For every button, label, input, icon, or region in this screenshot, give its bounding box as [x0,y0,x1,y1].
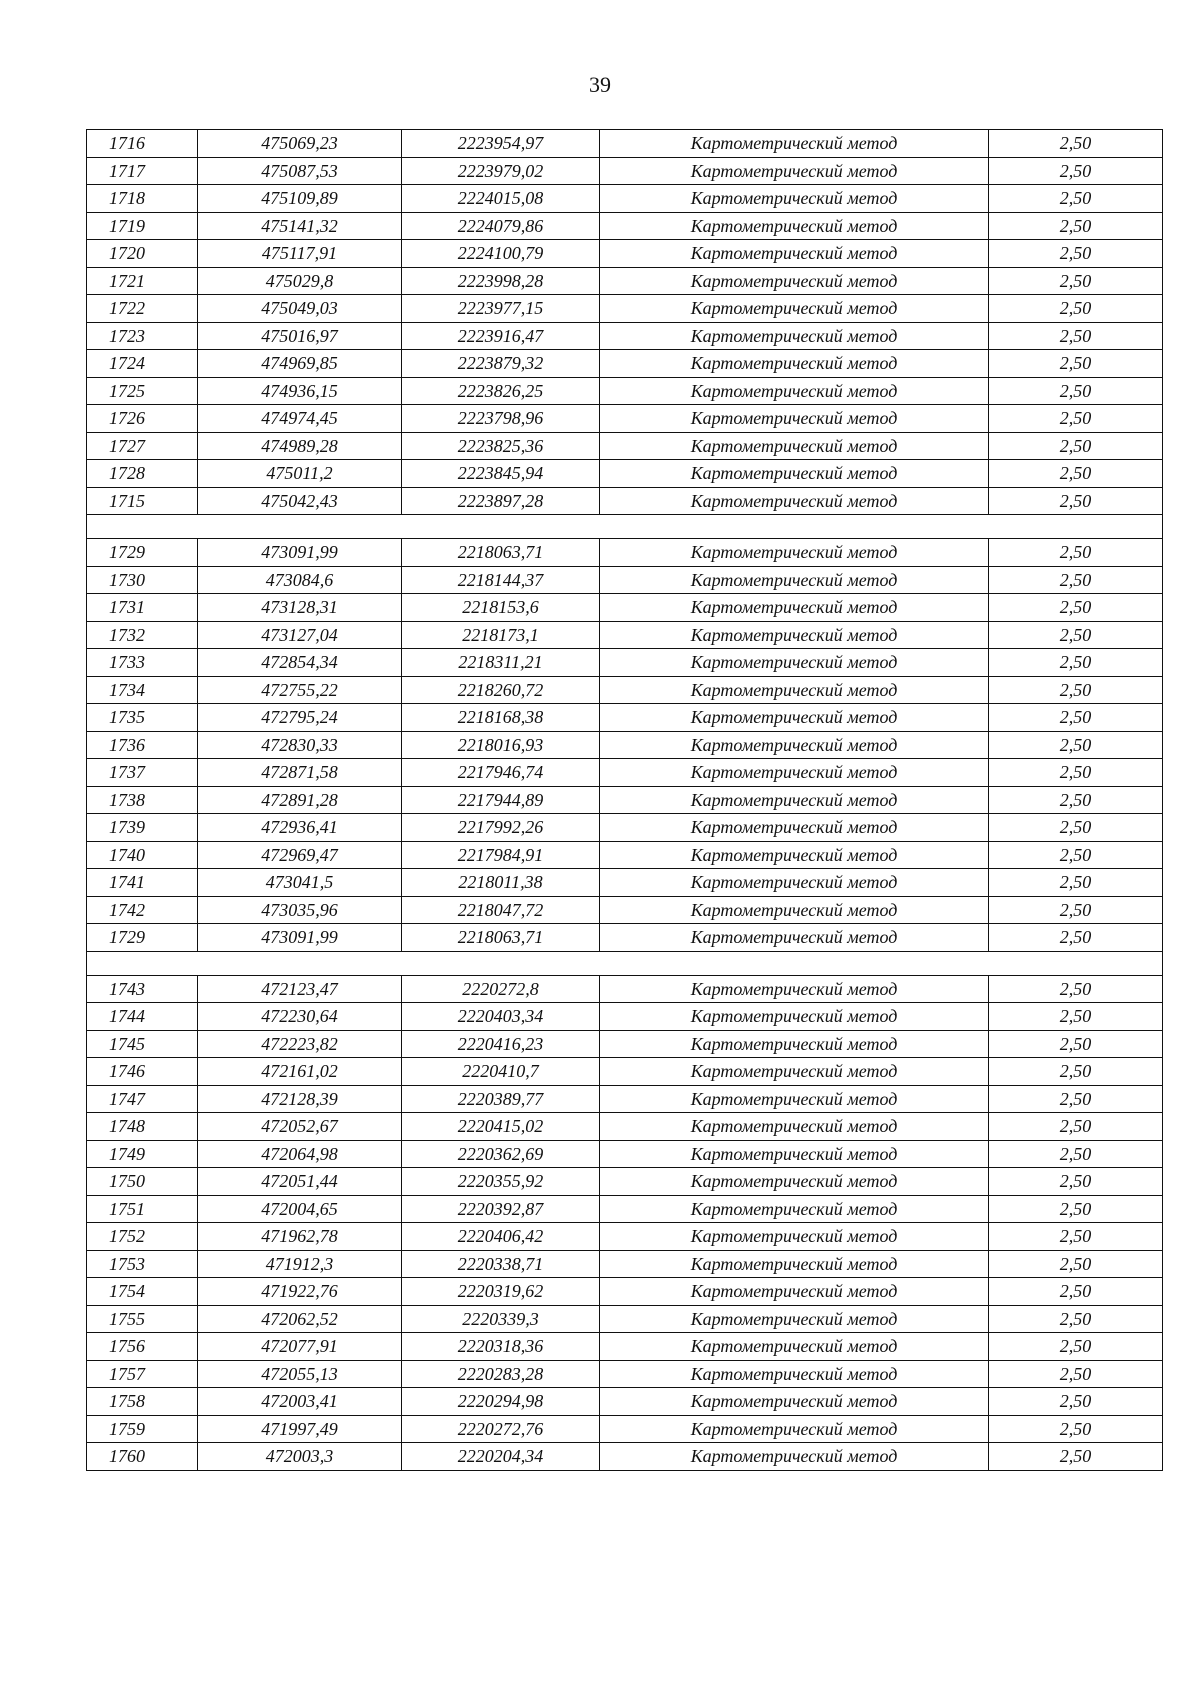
x-coordinate-cell: 474989,28 [198,432,402,460]
method-cell: Картометрический метод [600,460,989,488]
table-row [87,322,1163,350]
x-coordinate-cell: 472064,98 [198,1140,402,1168]
point-number-cell: 1741 [87,869,198,897]
y-coordinate-cell: 2220389,77 [402,1085,600,1113]
table-row [87,1058,1163,1086]
accuracy-cell: 2,50 [989,975,1163,1003]
point-number-cell: 1747 [87,1085,198,1113]
point-number-cell: 1719 [87,212,198,240]
x-coordinate-cell: 475109,89 [198,185,402,213]
table-row [87,1195,1163,1223]
point-number-cell: 1717 [87,157,198,185]
method-cell: Картометрический метод [600,185,989,213]
method-cell: Картометрический метод [600,1305,989,1333]
method-cell: Картометрический метод [600,212,989,240]
point-number-cell: 1751 [87,1195,198,1223]
table-row [87,786,1163,814]
table-row [87,1223,1163,1251]
table-row [87,460,1163,488]
x-coordinate-cell: 475049,03 [198,295,402,323]
x-coordinate-cell: 473091,99 [198,539,402,567]
x-coordinate-cell: 474974,45 [198,405,402,433]
accuracy-cell: 2,50 [989,566,1163,594]
method-cell: Картометрический метод [600,566,989,594]
method-cell: Картометрический метод [600,1003,989,1031]
y-coordinate-cell: 2220362,69 [402,1140,600,1168]
y-coordinate-cell: 2220406,42 [402,1223,600,1251]
x-coordinate-cell: 472052,67 [198,1113,402,1141]
page-number: 39 [589,72,611,97]
x-coordinate-cell: 475117,91 [198,240,402,268]
y-coordinate-cell: 2220415,02 [402,1113,600,1141]
point-number-cell: 1734 [87,676,198,704]
method-cell: Картометрический метод [600,267,989,295]
table-row [87,1360,1163,1388]
accuracy-cell: 2,50 [989,1360,1163,1388]
point-number-cell: 1727 [87,432,198,460]
x-coordinate-cell: 471922,76 [198,1278,402,1306]
method-cell: Картометрический метод [600,704,989,732]
table-row [87,377,1163,405]
method-cell: Картометрический метод [600,1333,989,1361]
point-number-cell: 1754 [87,1278,198,1306]
method-cell: Картометрический метод [600,1140,989,1168]
y-coordinate-cell: 2218144,37 [402,566,600,594]
y-coordinate-cell: 2218173,1 [402,621,600,649]
x-coordinate-cell: 472936,41 [198,814,402,842]
method-cell: Картометрический метод [600,649,989,677]
accuracy-cell: 2,50 [989,1305,1163,1333]
method-cell: Картометрический метод [600,157,989,185]
y-coordinate-cell: 2218016,93 [402,731,600,759]
point-number-cell: 1745 [87,1030,198,1058]
accuracy-cell: 2,50 [989,1443,1163,1471]
table-row [87,1443,1163,1471]
accuracy-cell: 2,50 [989,405,1163,433]
group-separator-row [87,951,1163,975]
y-coordinate-cell: 2220318,36 [402,1333,600,1361]
x-coordinate-cell: 472854,34 [198,649,402,677]
x-coordinate-cell: 472891,28 [198,786,402,814]
method-cell: Картометрический метод [600,1085,989,1113]
accuracy-cell: 2,50 [989,1278,1163,1306]
table-row [87,240,1163,268]
coordinates-table [86,129,1163,1471]
x-coordinate-cell: 475069,23 [198,130,402,158]
table-row [87,594,1163,622]
accuracy-cell: 2,50 [989,814,1163,842]
table-row [87,1085,1163,1113]
point-number-cell: 1721 [87,267,198,295]
y-coordinate-cell: 2224100,79 [402,240,600,268]
point-number-cell: 1726 [87,405,198,433]
y-coordinate-cell: 2223879,32 [402,350,600,378]
table-row [87,1030,1163,1058]
y-coordinate-cell: 2220272,8 [402,975,600,1003]
method-cell: Картометрический метод [600,1223,989,1251]
point-number-cell: 1743 [87,975,198,1003]
table-row [87,1003,1163,1031]
coordinates-table-body [87,130,1163,1471]
method-cell: Картометрический метод [600,487,989,515]
x-coordinate-cell: 475141,32 [198,212,402,240]
x-coordinate-cell: 472230,64 [198,1003,402,1031]
y-coordinate-cell: 2220283,28 [402,1360,600,1388]
point-number-cell: 1753 [87,1250,198,1278]
method-cell: Картометрический метод [600,130,989,158]
x-coordinate-cell: 475087,53 [198,157,402,185]
y-coordinate-cell: 2220319,62 [402,1278,600,1306]
accuracy-cell: 2,50 [989,1333,1163,1361]
method-cell: Картометрический метод [600,1360,989,1388]
table-row [87,1333,1163,1361]
accuracy-cell: 2,50 [989,1140,1163,1168]
x-coordinate-cell: 472161,02 [198,1058,402,1086]
accuracy-cell: 2,50 [989,1003,1163,1031]
accuracy-cell: 2,50 [989,1415,1163,1443]
y-coordinate-cell: 2220410,7 [402,1058,600,1086]
accuracy-cell: 2,50 [989,594,1163,622]
x-coordinate-cell: 472128,39 [198,1085,402,1113]
accuracy-cell: 2,50 [989,267,1163,295]
y-coordinate-cell: 2223979,02 [402,157,600,185]
method-cell: Картометрический метод [600,1278,989,1306]
point-number-cell: 1730 [87,566,198,594]
accuracy-cell: 2,50 [989,460,1163,488]
table-row [87,487,1163,515]
table-row [87,157,1163,185]
accuracy-cell: 2,50 [989,130,1163,158]
y-coordinate-cell: 2218168,38 [402,704,600,732]
y-coordinate-cell: 2218063,71 [402,924,600,952]
table-row [87,350,1163,378]
y-coordinate-cell: 2223998,28 [402,267,600,295]
method-cell: Картометрический метод [600,1030,989,1058]
table-row [87,432,1163,460]
point-number-cell: 1758 [87,1388,198,1416]
table-row [87,1168,1163,1196]
table-row [87,841,1163,869]
x-coordinate-cell: 473091,99 [198,924,402,952]
y-coordinate-cell: 2217946,74 [402,759,600,787]
accuracy-cell: 2,50 [989,1168,1163,1196]
y-coordinate-cell: 2218260,72 [402,676,600,704]
point-number-cell: 1746 [87,1058,198,1086]
x-coordinate-cell: 472795,24 [198,704,402,732]
point-number-cell: 1729 [87,539,198,567]
accuracy-cell: 2,50 [989,1223,1163,1251]
method-cell: Картометрический метод [600,1195,989,1223]
method-cell: Картометрический метод [600,350,989,378]
method-cell: Картометрический метод [600,1058,989,1086]
y-coordinate-cell: 2220392,87 [402,1195,600,1223]
x-coordinate-cell: 475029,8 [198,267,402,295]
table-row [87,1415,1163,1443]
accuracy-cell: 2,50 [989,676,1163,704]
point-number-cell: 1724 [87,350,198,378]
table-row [87,924,1163,952]
accuracy-cell: 2,50 [989,731,1163,759]
method-cell: Картометрический метод [600,786,989,814]
method-cell: Картометрический метод [600,676,989,704]
x-coordinate-cell: 475011,2 [198,460,402,488]
accuracy-cell: 2,50 [989,1195,1163,1223]
y-coordinate-cell: 2223916,47 [402,322,600,350]
accuracy-cell: 2,50 [989,350,1163,378]
x-coordinate-cell: 472055,13 [198,1360,402,1388]
method-cell: Картометрический метод [600,975,989,1003]
group-separator-cell [87,951,1163,975]
method-cell: Картометрический метод [600,1415,989,1443]
table-row [87,975,1163,1003]
point-number-cell: 1760 [87,1443,198,1471]
accuracy-cell: 2,50 [989,869,1163,897]
x-coordinate-cell: 473127,04 [198,621,402,649]
y-coordinate-cell: 2220294,98 [402,1388,600,1416]
method-cell: Картометрический метод [600,1113,989,1141]
accuracy-cell: 2,50 [989,377,1163,405]
y-coordinate-cell: 2220355,92 [402,1168,600,1196]
x-coordinate-cell: 475016,97 [198,322,402,350]
accuracy-cell: 2,50 [989,896,1163,924]
y-coordinate-cell: 2223798,96 [402,405,600,433]
accuracy-cell: 2,50 [989,924,1163,952]
point-number-cell: 1718 [87,185,198,213]
accuracy-cell: 2,50 [989,1030,1163,1058]
point-number-cell: 1715 [87,487,198,515]
y-coordinate-cell: 2218153,6 [402,594,600,622]
table-row [87,649,1163,677]
x-coordinate-cell: 472830,33 [198,731,402,759]
table-row [87,814,1163,842]
method-cell: Картометрический метод [600,924,989,952]
y-coordinate-cell: 2218311,21 [402,649,600,677]
y-coordinate-cell: 2218011,38 [402,869,600,897]
accuracy-cell: 2,50 [989,1388,1163,1416]
table-row [87,1278,1163,1306]
accuracy-cell: 2,50 [989,1250,1163,1278]
x-coordinate-cell: 472755,22 [198,676,402,704]
accuracy-cell: 2,50 [989,432,1163,460]
point-number-cell: 1720 [87,240,198,268]
y-coordinate-cell: 2217992,26 [402,814,600,842]
point-number-cell: 1737 [87,759,198,787]
point-number-cell: 1725 [87,377,198,405]
accuracy-cell: 2,50 [989,295,1163,323]
x-coordinate-cell: 472051,44 [198,1168,402,1196]
y-coordinate-cell: 2218063,71 [402,539,600,567]
y-coordinate-cell: 2217984,91 [402,841,600,869]
point-number-cell: 1738 [87,786,198,814]
point-number-cell: 1755 [87,1305,198,1333]
x-coordinate-cell: 473041,5 [198,869,402,897]
accuracy-cell: 2,50 [989,621,1163,649]
x-coordinate-cell: 475042,43 [198,487,402,515]
method-cell: Картометрический метод [600,539,989,567]
method-cell: Картометрический метод [600,1443,989,1471]
point-number-cell: 1731 [87,594,198,622]
x-coordinate-cell: 474969,85 [198,350,402,378]
accuracy-cell: 2,50 [989,322,1163,350]
accuracy-cell: 2,50 [989,704,1163,732]
accuracy-cell: 2,50 [989,487,1163,515]
y-coordinate-cell: 2224015,08 [402,185,600,213]
y-coordinate-cell: 2217944,89 [402,786,600,814]
x-coordinate-cell: 472077,91 [198,1333,402,1361]
y-coordinate-cell: 2223897,28 [402,487,600,515]
accuracy-cell: 2,50 [989,649,1163,677]
x-coordinate-cell: 473035,96 [198,896,402,924]
accuracy-cell: 2,50 [989,539,1163,567]
table-row [87,1113,1163,1141]
point-number-cell: 1728 [87,460,198,488]
y-coordinate-cell: 2220403,34 [402,1003,600,1031]
point-number-cell: 1750 [87,1168,198,1196]
point-number-cell: 1736 [87,731,198,759]
method-cell: Картометрический метод [600,432,989,460]
method-cell: Картометрический метод [600,594,989,622]
point-number-cell: 1759 [87,1415,198,1443]
table-row [87,566,1163,594]
accuracy-cell: 2,50 [989,185,1163,213]
point-number-cell: 1744 [87,1003,198,1031]
accuracy-cell: 2,50 [989,786,1163,814]
point-number-cell: 1742 [87,896,198,924]
point-number-cell: 1729 [87,924,198,952]
x-coordinate-cell: 472003,41 [198,1388,402,1416]
y-coordinate-cell: 2223825,36 [402,432,600,460]
accuracy-cell: 2,50 [989,157,1163,185]
x-coordinate-cell: 471912,3 [198,1250,402,1278]
table-row [87,267,1163,295]
y-coordinate-cell: 2220204,34 [402,1443,600,1471]
table-row [87,896,1163,924]
point-number-cell: 1740 [87,841,198,869]
y-coordinate-cell: 2220338,71 [402,1250,600,1278]
method-cell: Картометрический метод [600,869,989,897]
accuracy-cell: 2,50 [989,841,1163,869]
method-cell: Картометрический метод [600,814,989,842]
method-cell: Картометрический метод [600,377,989,405]
method-cell: Картометрический метод [600,1168,989,1196]
method-cell: Картометрический метод [600,896,989,924]
point-number-cell: 1723 [87,322,198,350]
table-row [87,1388,1163,1416]
y-coordinate-cell: 2224079,86 [402,212,600,240]
point-number-cell: 1756 [87,1333,198,1361]
method-cell: Картометрический метод [600,1388,989,1416]
y-coordinate-cell: 2223977,15 [402,295,600,323]
x-coordinate-cell: 474936,15 [198,377,402,405]
x-coordinate-cell: 472004,65 [198,1195,402,1223]
point-number-cell: 1722 [87,295,198,323]
x-coordinate-cell: 472003,3 [198,1443,402,1471]
point-number-cell: 1733 [87,649,198,677]
table-row [87,405,1163,433]
y-coordinate-cell: 2223845,94 [402,460,600,488]
accuracy-cell: 2,50 [989,240,1163,268]
y-coordinate-cell: 2220339,3 [402,1305,600,1333]
point-number-cell: 1752 [87,1223,198,1251]
table-row [87,295,1163,323]
x-coordinate-cell: 472062,52 [198,1305,402,1333]
table-row [87,704,1163,732]
x-coordinate-cell: 472223,82 [198,1030,402,1058]
y-coordinate-cell: 2223826,25 [402,377,600,405]
x-coordinate-cell: 471962,78 [198,1223,402,1251]
group-separator-row [87,515,1163,539]
x-coordinate-cell: 472969,47 [198,841,402,869]
point-number-cell: 1757 [87,1360,198,1388]
table-row [87,869,1163,897]
x-coordinate-cell: 472871,58 [198,759,402,787]
accuracy-cell: 2,50 [989,1085,1163,1113]
table-row [87,130,1163,158]
point-number-cell: 1735 [87,704,198,732]
point-number-cell: 1748 [87,1113,198,1141]
y-coordinate-cell: 2220416,23 [402,1030,600,1058]
point-number-cell: 1739 [87,814,198,842]
x-coordinate-cell: 473084,6 [198,566,402,594]
table-row [87,759,1163,787]
x-coordinate-cell: 473128,31 [198,594,402,622]
table-row [87,1305,1163,1333]
table-row [87,185,1163,213]
method-cell: Картометрический метод [600,841,989,869]
table-row [87,621,1163,649]
y-coordinate-cell: 2223954,97 [402,130,600,158]
table-row [87,212,1163,240]
table-row [87,1140,1163,1168]
method-cell: Картометрический метод [600,759,989,787]
method-cell: Картометрический метод [600,295,989,323]
table-row [87,676,1163,704]
point-number-cell: 1716 [87,130,198,158]
accuracy-cell: 2,50 [989,212,1163,240]
table-row [87,539,1163,567]
method-cell: Картометрический метод [600,621,989,649]
method-cell: Картометрический метод [600,731,989,759]
method-cell: Картометрический метод [600,322,989,350]
accuracy-cell: 2,50 [989,759,1163,787]
accuracy-cell: 2,50 [989,1113,1163,1141]
method-cell: Картометрический метод [600,405,989,433]
table-row [87,731,1163,759]
table-row [87,1250,1163,1278]
y-coordinate-cell: 2220272,76 [402,1415,600,1443]
method-cell: Картометрический метод [600,240,989,268]
group-separator-cell [87,515,1163,539]
x-coordinate-cell: 471997,49 [198,1415,402,1443]
point-number-cell: 1749 [87,1140,198,1168]
x-coordinate-cell: 472123,47 [198,975,402,1003]
method-cell: Картометрический метод [600,1250,989,1278]
point-number-cell: 1732 [87,621,198,649]
accuracy-cell: 2,50 [989,1058,1163,1086]
y-coordinate-cell: 2218047,72 [402,896,600,924]
